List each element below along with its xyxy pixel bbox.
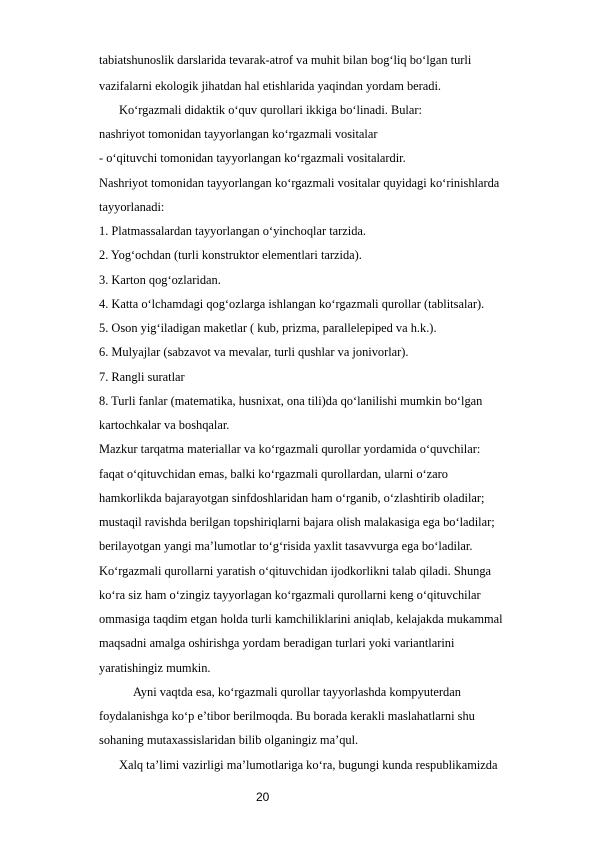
text-line: Mazkur tarqatma materiallar va ko‘rgazmali qurollar yordamida o‘quvchilar:: [99, 442, 481, 456]
text-line: hamkorlikda bajarayotgan sinfdoshlaridan ham o‘rganib, o‘zlashtirib oladilar;: [99, 491, 485, 505]
text-line: 8. Turli fanlar (matematika, husnixat, ona tili)da qo‘lanilishi mumkin bo‘lgan: [99, 394, 483, 408]
text-line: 5. Oson yig‘iladigan maketlar ( kub, prizma, parallelepiped va h.k.).: [99, 321, 437, 335]
text-line: foydalanishga ko‘p e’tibor berilmoqda. Bu borada kerakli maslahatlarni shu: [99, 709, 475, 723]
text-line: mustaqil ravishda berilgan topshiriqlarni bajara olish malakasiga ega bo‘ladilar;: [99, 515, 495, 529]
text-line: 2. Yog‘ochdan (turli konstruktor elementlari tarzida).: [99, 248, 362, 262]
text-line: tabiatshunoslik darslarida tevarak-atrof va muhit bilan bog‘liq bo‘lgan turli: [99, 53, 472, 67]
text-line: ko‘ra siz ham o‘zingiz tayyorlagan ko‘rgazmali qurollarni keng o‘qituvchilar: [99, 588, 481, 602]
text-line: sohaning mutaxassislaridan bilib olganingiz ma’qul.: [99, 733, 359, 747]
text-line: 4. Katta o‘lchamdagi qog‘ozlarga ishlangan ko‘rgazmali qurollar (tablitsalar).: [99, 297, 485, 311]
page-number: 20: [256, 790, 270, 804]
text-line: tayyorlanadi:: [99, 200, 165, 214]
text-line: faqat o‘qituvchidan emas, balki ko‘rgazmali qurollardan, ularni o‘zaro: [99, 467, 448, 481]
text-line: Xalq ta’limi vazirligi ma’lumotlariga ko‘ra, bugungi kunda respublikamizda: [119, 758, 498, 772]
text-line: nashriyot tomonidan tayyorlangan ko‘rgazmali vositalar: [99, 127, 378, 141]
text-line: berilayotgan yangi ma’lumotlar to‘g‘risida yaxlit tasavvurga ega bo‘ladilar.: [99, 539, 473, 553]
text-line: maqsadni amalga oshirishga yordam beradigan turlari yoki variantlarini: [99, 636, 455, 650]
text-line: 6. Mulyajlar (sabzavot va mevalar, turli qushlar va jonivorlar).: [99, 345, 409, 359]
text-line: 7. Rangli suratlar: [99, 370, 185, 384]
text-line: Ko‘rgazmali qurollarni yaratish o‘qituvchidan ijodkorlikni talab qiladi. Shunga: [99, 564, 492, 578]
text-line: kartochkalar va boshqalar.: [99, 418, 230, 432]
text-line: vazifalarni ekologik jihatdan hal etishlarida yaqindan yordam beradi.: [99, 79, 441, 93]
text-line: Ayni vaqtda esa, ko‘rgazmali qurollar tayyorlashda kompyuterdan: [133, 685, 461, 699]
text-line: ommasiga taqdim etgan holda turli kamchiliklarini aniqlab, kelajakda mukammal: [99, 612, 503, 626]
text-line: - o‘qituvchi tomonidan tayyorlangan ko‘rgazmali vositalardir.: [99, 151, 406, 165]
text-line: yaratishingiz mumkin.: [99, 661, 211, 675]
text-line: 1. Platmassalardan tayyorlangan o‘yinchoqlar tarzida.: [99, 224, 366, 238]
text-line: Ko‘rgazmali didaktik o‘quv qurollari ikkiga bo‘linadi. Bular:: [119, 103, 422, 117]
text-line: Nashriyot tomonidan tayyorlangan ko‘rgazmali vositalar quyidagi ko‘rinishlarda: [99, 176, 500, 190]
text-line: 3. Karton qog‘ozlaridan.: [99, 273, 221, 287]
